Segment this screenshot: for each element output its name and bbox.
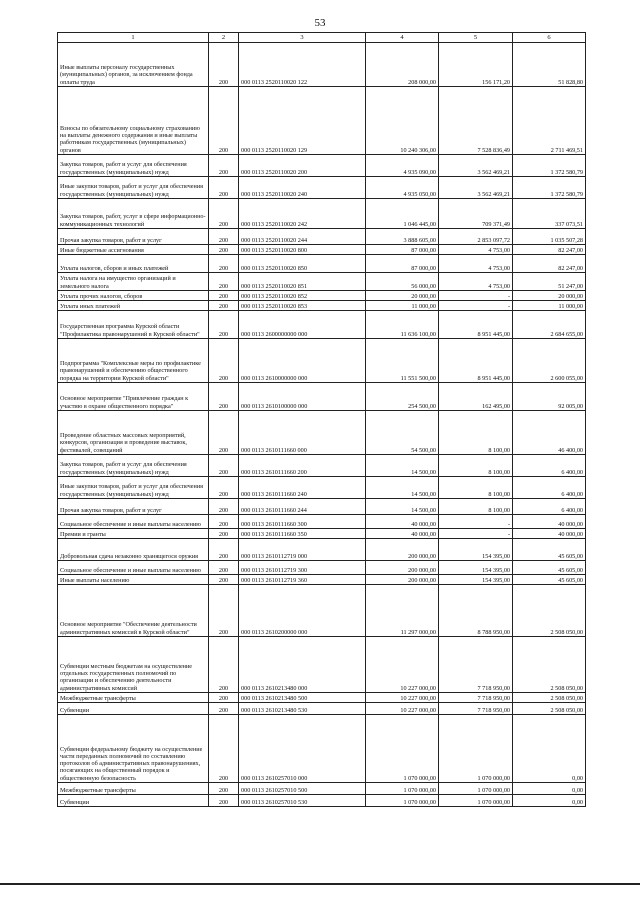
- row-executed-cell: 1 070 000,00: [439, 783, 513, 795]
- row-name-cell: Уплата прочих налогов, сборов: [58, 291, 209, 301]
- row-approved-cell: 87 000,00: [366, 245, 439, 255]
- table-row: [58, 311, 586, 339]
- column-header-5: 5: [439, 33, 513, 43]
- row-code-cell: 200: [209, 273, 239, 291]
- row-unexecuted-cell: 2 508 050,00: [513, 693, 586, 703]
- row-classification-cell: 000 0113 2520110020 853: [239, 301, 366, 311]
- row-classification-cell: 000 0113 2610111660 244: [239, 499, 366, 515]
- row-classification-cell: 000 0113 2520110020 851: [239, 273, 366, 291]
- row-code-cell: 200: [209, 783, 239, 795]
- row-name-cell: Субвенции федеральному бюджету на осуществление части переданных полномочий по составлению протоколов об административных правонарушениях, посягающих на общественный порядок и общественную безопасность: [58, 715, 209, 783]
- row-executed-cell: 2 853 097,72: [439, 229, 513, 245]
- row-code-cell: 200: [209, 585, 239, 637]
- table-row: [58, 575, 586, 585]
- row-approved-cell: 56 000,00: [366, 273, 439, 291]
- row-approved-cell: 11 636 100,00: [366, 311, 439, 339]
- row-unexecuted-cell: 92 005,00: [513, 383, 586, 411]
- row-executed-cell: 4 753,00: [439, 255, 513, 273]
- row-unexecuted-cell: 1 372 580,79: [513, 177, 586, 199]
- table-row: [58, 561, 586, 575]
- table-row: [58, 383, 586, 411]
- row-executed-cell: 154 395,00: [439, 575, 513, 585]
- row-unexecuted-cell: 45 605,00: [513, 575, 586, 585]
- row-code-cell: 200: [209, 245, 239, 255]
- row-executed-cell: 1 070 000,00: [439, 715, 513, 783]
- table-row: [58, 339, 586, 383]
- row-name-cell: Социальное обеспечение и иные выплаты населению: [58, 561, 209, 575]
- row-code-cell: 200: [209, 43, 239, 87]
- row-code-cell: 200: [209, 715, 239, 783]
- row-executed-cell: -: [439, 515, 513, 529]
- row-approved-cell: 11 551 500,00: [366, 339, 439, 383]
- table-row: [58, 273, 586, 291]
- row-name-cell: Социальное обеспечение и иные выплаты населению: [58, 515, 209, 529]
- row-name-cell: Субвенции местным бюджетам на осуществление отдельных государственных полномочий по организации и обеспечению деятельности административных комиссий: [58, 637, 209, 693]
- row-executed-cell: 8 100,00: [439, 411, 513, 455]
- row-name-cell: Прочая закупка товаров, работ и услуг: [58, 499, 209, 515]
- row-executed-cell: 709 371,49: [439, 199, 513, 229]
- row-name-cell: Закупка товаров, работ, услуг в сфере информационно-коммуникационных технологий: [58, 199, 209, 229]
- row-classification-cell: 000 0113 2610111660 350: [239, 529, 366, 539]
- row-classification-cell: 000 0113 2610112719 300: [239, 561, 366, 575]
- row-classification-cell: 000 0113 2520110020 852: [239, 291, 366, 301]
- row-executed-cell: 8 951 445,00: [439, 311, 513, 339]
- row-classification-cell: 000 0113 2610112719 000: [239, 539, 366, 561]
- row-classification-cell: 000 0113 2520110020 240: [239, 177, 366, 199]
- table-row: [58, 703, 586, 715]
- table-row: [58, 87, 586, 155]
- row-name-cell: Субвенции: [58, 795, 209, 807]
- row-approved-cell: 40 000,00: [366, 529, 439, 539]
- row-name-cell: Субвенции: [58, 703, 209, 715]
- row-executed-cell: 162 495,00: [439, 383, 513, 411]
- row-approved-cell: 87 000,00: [366, 255, 439, 273]
- row-classification-cell: 000 0113 2600000000 000: [239, 311, 366, 339]
- row-executed-cell: -: [439, 529, 513, 539]
- row-name-cell: Премии и гранты: [58, 529, 209, 539]
- column-number-row: [58, 33, 586, 43]
- row-unexecuted-cell: 82 247,00: [513, 245, 586, 255]
- row-approved-cell: 254 500,00: [366, 383, 439, 411]
- row-name-cell: Проведение областных массовых мероприятий, конкурсов, организация и проведение выставок, фестивалей, совещаний: [58, 411, 209, 455]
- column-header-4: 4: [366, 33, 439, 43]
- row-approved-cell: 208 000,00: [366, 43, 439, 87]
- row-approved-cell: 54 500,00: [366, 411, 439, 455]
- row-approved-cell: 11 297 000,00: [366, 585, 439, 637]
- row-executed-cell: 7 718 950,00: [439, 637, 513, 693]
- row-unexecuted-cell: 40 000,00: [513, 515, 586, 529]
- row-classification-cell: 000 0113 2610111660 200: [239, 455, 366, 477]
- row-classification-cell: 000 0113 2520110020 129: [239, 87, 366, 155]
- row-unexecuted-cell: 1 035 507,28: [513, 229, 586, 245]
- row-code-cell: 200: [209, 291, 239, 301]
- page-bottom-rule: [0, 883, 640, 885]
- row-unexecuted-cell: 45 605,00: [513, 539, 586, 561]
- table-row: [58, 499, 586, 515]
- table-row: [58, 301, 586, 311]
- row-classification-cell: 000 0113 2610257010 000: [239, 715, 366, 783]
- row-unexecuted-cell: 2 508 050,00: [513, 585, 586, 637]
- row-classification-cell: 000 0113 2610213480 500: [239, 693, 366, 703]
- row-classification-cell: 000 0113 2610112719 360: [239, 575, 366, 585]
- row-approved-cell: 20 000,00: [366, 291, 439, 301]
- row-classification-cell: 000 0113 2520110020 244: [239, 229, 366, 245]
- row-name-cell: Прочая закупка товаров, работ и услуг: [58, 229, 209, 245]
- row-unexecuted-cell: 2 684 655,00: [513, 311, 586, 339]
- row-unexecuted-cell: 2 508 050,00: [513, 703, 586, 715]
- row-classification-cell: 000 0113 2610213480 530: [239, 703, 366, 715]
- row-approved-cell: 10 240 306,00: [366, 87, 439, 155]
- row-approved-cell: 40 000,00: [366, 515, 439, 529]
- row-name-cell: Уплата налога на имущество организаций и земельного налога: [58, 273, 209, 291]
- row-name-cell: Закупка товаров, работ и услуг для обеспечения государственных (муниципальных) нужд: [58, 455, 209, 477]
- row-unexecuted-cell: 0,00: [513, 715, 586, 783]
- table-row: [58, 155, 586, 177]
- row-code-cell: 200: [209, 155, 239, 177]
- row-unexecuted-cell: 20 000,00: [513, 291, 586, 301]
- row-code-cell: 200: [209, 177, 239, 199]
- row-code-cell: 200: [209, 529, 239, 539]
- table-row: [58, 245, 586, 255]
- row-approved-cell: 11 000,00: [366, 301, 439, 311]
- row-code-cell: 200: [209, 455, 239, 477]
- table-row: [58, 229, 586, 245]
- row-classification-cell: 000 0113 2610213480 000: [239, 637, 366, 693]
- table-row: [58, 529, 586, 539]
- column-header-6: 6: [513, 33, 586, 43]
- row-code-cell: 200: [209, 229, 239, 245]
- row-executed-cell: -: [439, 301, 513, 311]
- row-unexecuted-cell: 2 600 055,00: [513, 339, 586, 383]
- table-row: [58, 795, 586, 807]
- row-approved-cell: 1 070 000,00: [366, 715, 439, 783]
- row-classification-cell: 000 0113 2520110020 800: [239, 245, 366, 255]
- row-unexecuted-cell: 46 400,00: [513, 411, 586, 455]
- row-unexecuted-cell: 40 000,00: [513, 529, 586, 539]
- budget-execution-table: [57, 32, 586, 807]
- row-unexecuted-cell: 2 508 050,00: [513, 637, 586, 693]
- row-approved-cell: 4 935 090,00: [366, 155, 439, 177]
- row-code-cell: 200: [209, 255, 239, 273]
- row-name-cell: Межбюджетные трансферты: [58, 783, 209, 795]
- row-code-cell: 200: [209, 301, 239, 311]
- table-row: [58, 255, 586, 273]
- table-row: [58, 693, 586, 703]
- row-name-cell: Межбюджетные трансферты: [58, 693, 209, 703]
- row-executed-cell: 7 528 836,49: [439, 87, 513, 155]
- row-classification-cell: 000 0113 2610257010 530: [239, 795, 366, 807]
- row-code-cell: 200: [209, 499, 239, 515]
- row-classification-cell: 000 0113 2520110020 122: [239, 43, 366, 87]
- row-unexecuted-cell: 51 828,80: [513, 43, 586, 87]
- row-executed-cell: 8 100,00: [439, 477, 513, 499]
- row-approved-cell: 10 227 000,00: [366, 693, 439, 703]
- table-row: [58, 783, 586, 795]
- row-unexecuted-cell: 6 400,00: [513, 455, 586, 477]
- page-number: 53: [314, 17, 326, 29]
- row-executed-cell: 8 951 445,00: [439, 339, 513, 383]
- row-executed-cell: 7 718 950,00: [439, 703, 513, 715]
- row-approved-cell: 1 070 000,00: [366, 795, 439, 807]
- row-unexecuted-cell: 6 400,00: [513, 499, 586, 515]
- row-unexecuted-cell: 51 247,00: [513, 273, 586, 291]
- table-row: [58, 199, 586, 229]
- row-code-cell: 200: [209, 477, 239, 499]
- row-classification-cell: 000 0113 2520110020 200: [239, 155, 366, 177]
- row-name-cell: Подпрограмма "Комплексные меры по профилактике правонарушений и обеспечению общественного порядка на территории Курской области": [58, 339, 209, 383]
- row-classification-cell: 000 0113 2610111660 300: [239, 515, 366, 529]
- row-code-cell: 200: [209, 87, 239, 155]
- row-classification-cell: 000 0113 2610200000 000: [239, 585, 366, 637]
- row-name-cell: Иные закупки товаров, работ и услуг для обеспечения государственных (муниципальных) нужд: [58, 477, 209, 499]
- row-code-cell: 200: [209, 515, 239, 529]
- row-approved-cell: 3 888 605,00: [366, 229, 439, 245]
- table-row: [58, 585, 586, 637]
- table-row: [58, 637, 586, 693]
- row-code-cell: 200: [209, 795, 239, 807]
- row-executed-cell: 4 753,00: [439, 245, 513, 255]
- row-unexecuted-cell: 6 400,00: [513, 477, 586, 499]
- row-executed-cell: -: [439, 291, 513, 301]
- row-approved-cell: 1 046 445,00: [366, 199, 439, 229]
- row-name-cell: Иные выплаты населению: [58, 575, 209, 585]
- row-unexecuted-cell: 45 605,00: [513, 561, 586, 575]
- row-code-cell: 200: [209, 311, 239, 339]
- row-code-cell: 200: [209, 575, 239, 585]
- row-name-cell: Государственная программа Курской области "Профилактика правонарушений в Курской области": [58, 311, 209, 339]
- row-name-cell: Уплата налогов, сборов и иных платежей: [58, 255, 209, 273]
- row-name-cell: Иные закупки товаров, работ и услуг для обеспечения государственных (муниципальных) нужд: [58, 177, 209, 199]
- row-executed-cell: 7 718 950,00: [439, 693, 513, 703]
- column-header-3: 3: [239, 33, 366, 43]
- row-name-cell: Иные выплаты персоналу государственных (муниципальных) органов, за исключением фонда оплаты труда: [58, 43, 209, 87]
- row-approved-cell: 10 227 000,00: [366, 637, 439, 693]
- table-row: [58, 715, 586, 783]
- row-approved-cell: 200 000,00: [366, 575, 439, 585]
- row-unexecuted-cell: 0,00: [513, 795, 586, 807]
- row-unexecuted-cell: 0,00: [513, 783, 586, 795]
- column-header-1: 1: [58, 33, 209, 43]
- row-classification-cell: 000 0113 2610100000 000: [239, 383, 366, 411]
- row-executed-cell: 4 753,00: [439, 273, 513, 291]
- row-code-cell: 200: [209, 703, 239, 715]
- table-row: [58, 455, 586, 477]
- row-approved-cell: 200 000,00: [366, 539, 439, 561]
- row-executed-cell: 154 395,00: [439, 539, 513, 561]
- row-executed-cell: 8 100,00: [439, 455, 513, 477]
- row-unexecuted-cell: 82 247,00: [513, 255, 586, 273]
- row-code-cell: 200: [209, 693, 239, 703]
- row-unexecuted-cell: 11 000,00: [513, 301, 586, 311]
- row-executed-cell: 8 788 950,00: [439, 585, 513, 637]
- row-approved-cell: 4 935 050,00: [366, 177, 439, 199]
- table-row: [58, 515, 586, 529]
- row-executed-cell: 154 395,00: [439, 561, 513, 575]
- column-header-2: 2: [209, 33, 239, 43]
- row-unexecuted-cell: 2 711 469,51: [513, 87, 586, 155]
- row-name-cell: Иные бюджетные ассигнования: [58, 245, 209, 255]
- table-row: [58, 291, 586, 301]
- row-code-cell: 200: [209, 199, 239, 229]
- row-name-cell: Уплата иных платежей: [58, 301, 209, 311]
- row-code-cell: 200: [209, 339, 239, 383]
- row-unexecuted-cell: 1 372 580,79: [513, 155, 586, 177]
- row-classification-cell: 000 0113 2610257010 500: [239, 783, 366, 795]
- row-code-cell: 200: [209, 637, 239, 693]
- table-row: [58, 539, 586, 561]
- row-name-cell: Добровольная сдача незаконно хранящегося оружия: [58, 539, 209, 561]
- row-approved-cell: 1 070 000,00: [366, 783, 439, 795]
- row-classification-cell: 000 0113 2520110020 850: [239, 255, 366, 273]
- row-approved-cell: 14 500,00: [366, 455, 439, 477]
- row-classification-cell: 000 0113 2610111660 240: [239, 477, 366, 499]
- row-name-cell: Закупка товаров, работ и услуг для обеспечения государственных (муниципальных) нужд: [58, 155, 209, 177]
- row-executed-cell: 8 100,00: [439, 499, 513, 515]
- row-code-cell: 200: [209, 383, 239, 411]
- row-code-cell: 200: [209, 539, 239, 561]
- table-row: [58, 477, 586, 499]
- row-approved-cell: 14 500,00: [366, 499, 439, 515]
- row-executed-cell: 1 070 000,00: [439, 795, 513, 807]
- row-executed-cell: 3 562 469,21: [439, 177, 513, 199]
- row-executed-cell: 156 171,20: [439, 43, 513, 87]
- row-approved-cell: 14 500,00: [366, 477, 439, 499]
- row-code-cell: 200: [209, 561, 239, 575]
- row-classification-cell: 000 0113 2610111660 000: [239, 411, 366, 455]
- row-approved-cell: 200 000,00: [366, 561, 439, 575]
- row-approved-cell: 10 227 000,00: [366, 703, 439, 715]
- row-classification-cell: 000 0113 2520110020 242: [239, 199, 366, 229]
- row-unexecuted-cell: 337 073,51: [513, 199, 586, 229]
- row-name-cell: Взносы по обязательному социальному страхованию на выплаты денежного содержания и иные выплаты работникам государственных (муниципальных) органов: [58, 87, 209, 155]
- row-code-cell: 200: [209, 411, 239, 455]
- row-executed-cell: 3 562 469,21: [439, 155, 513, 177]
- table-row: [58, 411, 586, 455]
- row-name-cell: Основное мероприятие "Привлечение граждан к участию в охране общественного порядка": [58, 383, 209, 411]
- row-classification-cell: 000 0113 2610000000 000: [239, 339, 366, 383]
- row-name-cell: Основное мероприятие "Обеспечение деятельности административных комиссий в Курской области": [58, 585, 209, 637]
- table-row: [58, 177, 586, 199]
- table-row: [58, 43, 586, 87]
